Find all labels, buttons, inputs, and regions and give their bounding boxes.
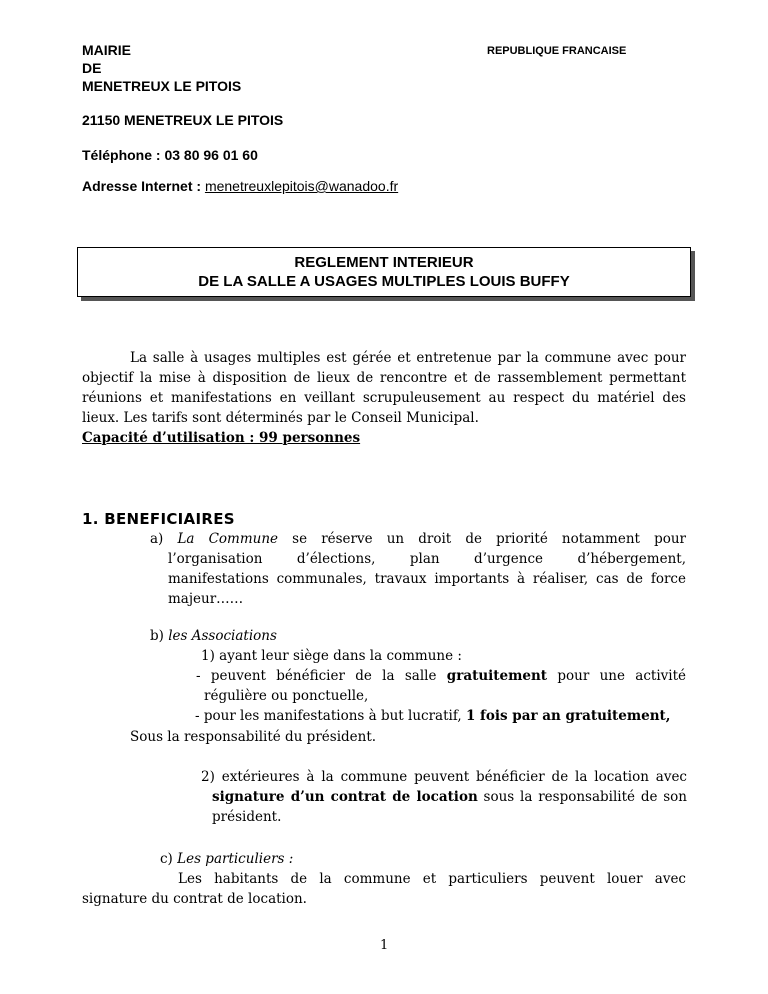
section-heading-beneficiaires: 1. BENEFICIAIRES [82, 510, 235, 528]
item-b-p2-line2-bold: signature d’un contrat de location [212, 789, 478, 805]
item-a-line2: l’organisation d’élections, plan d’urgence d’hébergement, [168, 551, 686, 567]
item-b-p1-line4: Sous la responsabilité du président. [130, 729, 377, 745]
intro-line2: objectif la mise à disposition de lieux de rencontre et de rassemblement permettant [82, 370, 686, 386]
phone-number: Téléphone : 03 80 96 01 60 [82, 147, 258, 163]
mairie-line3: MENETREUX LE PITOIS [82, 78, 242, 94]
item-b-p2 [201, 767, 687, 827]
item-b-subject: les Associations [168, 628, 277, 644]
item-b-p1-line2: régulière ou ponctuelle, [204, 688, 369, 704]
postal-address: 21150 MENETREUX LE PITOIS [82, 112, 284, 128]
item-a-subject: La Commune [177, 531, 279, 547]
item-a-commune [150, 529, 686, 609]
republique-label: REPUBLIQUE FRANCAISE [487, 45, 627, 57]
item-b-associations [150, 626, 277, 646]
item-a-line4: majeur…… [168, 591, 244, 607]
item-a-line3: manifestations communales, travaux importants à réaliser, cas de force [168, 571, 686, 587]
item-c-marker: c) [160, 851, 173, 867]
mairie-block [82, 41, 241, 95]
title-line1: REGLEMENT INTERIEUR [294, 254, 474, 271]
item-b-p1-heading: 1) ayant leur siège dans la commune : [201, 648, 462, 664]
item-c-line1: Les habitants de la commune et particuliers peuvent louer avec [178, 871, 686, 887]
page-number: 1 [380, 938, 389, 953]
item-b-p2-line2 [201, 787, 687, 807]
intro-line1: La salle à usages multiples est gérée et entretenue par la commune avec pour [130, 350, 686, 366]
item-c-subject: Les particuliers : [177, 851, 294, 867]
item-b-p1-line3-bold: 1 fois par an gratuitement, [465, 708, 671, 724]
mairie-line1: MAIRIE [82, 42, 131, 58]
item-c-particuliers [160, 849, 293, 869]
item-b-gratuitement: gratuitement [446, 668, 548, 684]
item-c-body [82, 869, 686, 909]
intro-paragraph [82, 348, 686, 448]
email-link[interactable]: menetreuxlepitois@wanadoo.fr [204, 178, 399, 194]
mairie-line2: DE [82, 60, 102, 76]
capacity-line: Capacité d’utilisation : 99 personnes [82, 430, 361, 446]
internet-line [82, 177, 398, 197]
intro-line4: lieux. Les tarifs sont déterminés par le Conseil Municipal. [82, 410, 479, 426]
item-c-line2: signature du contrat de location. [82, 891, 307, 907]
item-b-p1-line3-pre: - pour les manifestations à but lucratif, [195, 708, 466, 724]
item-b-p1-line1-post: pour une activité [547, 668, 687, 684]
item-a-line1 [150, 529, 686, 549]
item-b-p2-line1: 2) extérieures à la commune peuvent bénéficier de la location avec [201, 769, 687, 785]
title-line2: DE LA SALLE A USAGES MULTIPLES LOUIS BUFFY [198, 273, 570, 290]
internet-label: Adresse Internet : [82, 178, 205, 194]
item-b-p1-line3 [195, 706, 670, 726]
document-title-box [77, 247, 691, 297]
item-b-p1-line1 [196, 666, 686, 686]
item-a-line1-rest: se réserve un droit de priorité notamment pour [278, 531, 686, 547]
item-b-p2-line3: président. [212, 809, 282, 825]
item-a-marker: a) [150, 531, 164, 547]
item-b-p2-line2-post: sous la responsabilité de son [477, 789, 687, 805]
intro-line3: réunions et manifestations en veillant scrupuleusement au respect du matériel des [82, 390, 686, 406]
item-b-marker: b) [150, 628, 164, 644]
item-b-p1-line1-pre: - peuvent bénéficier de la salle [196, 668, 447, 684]
